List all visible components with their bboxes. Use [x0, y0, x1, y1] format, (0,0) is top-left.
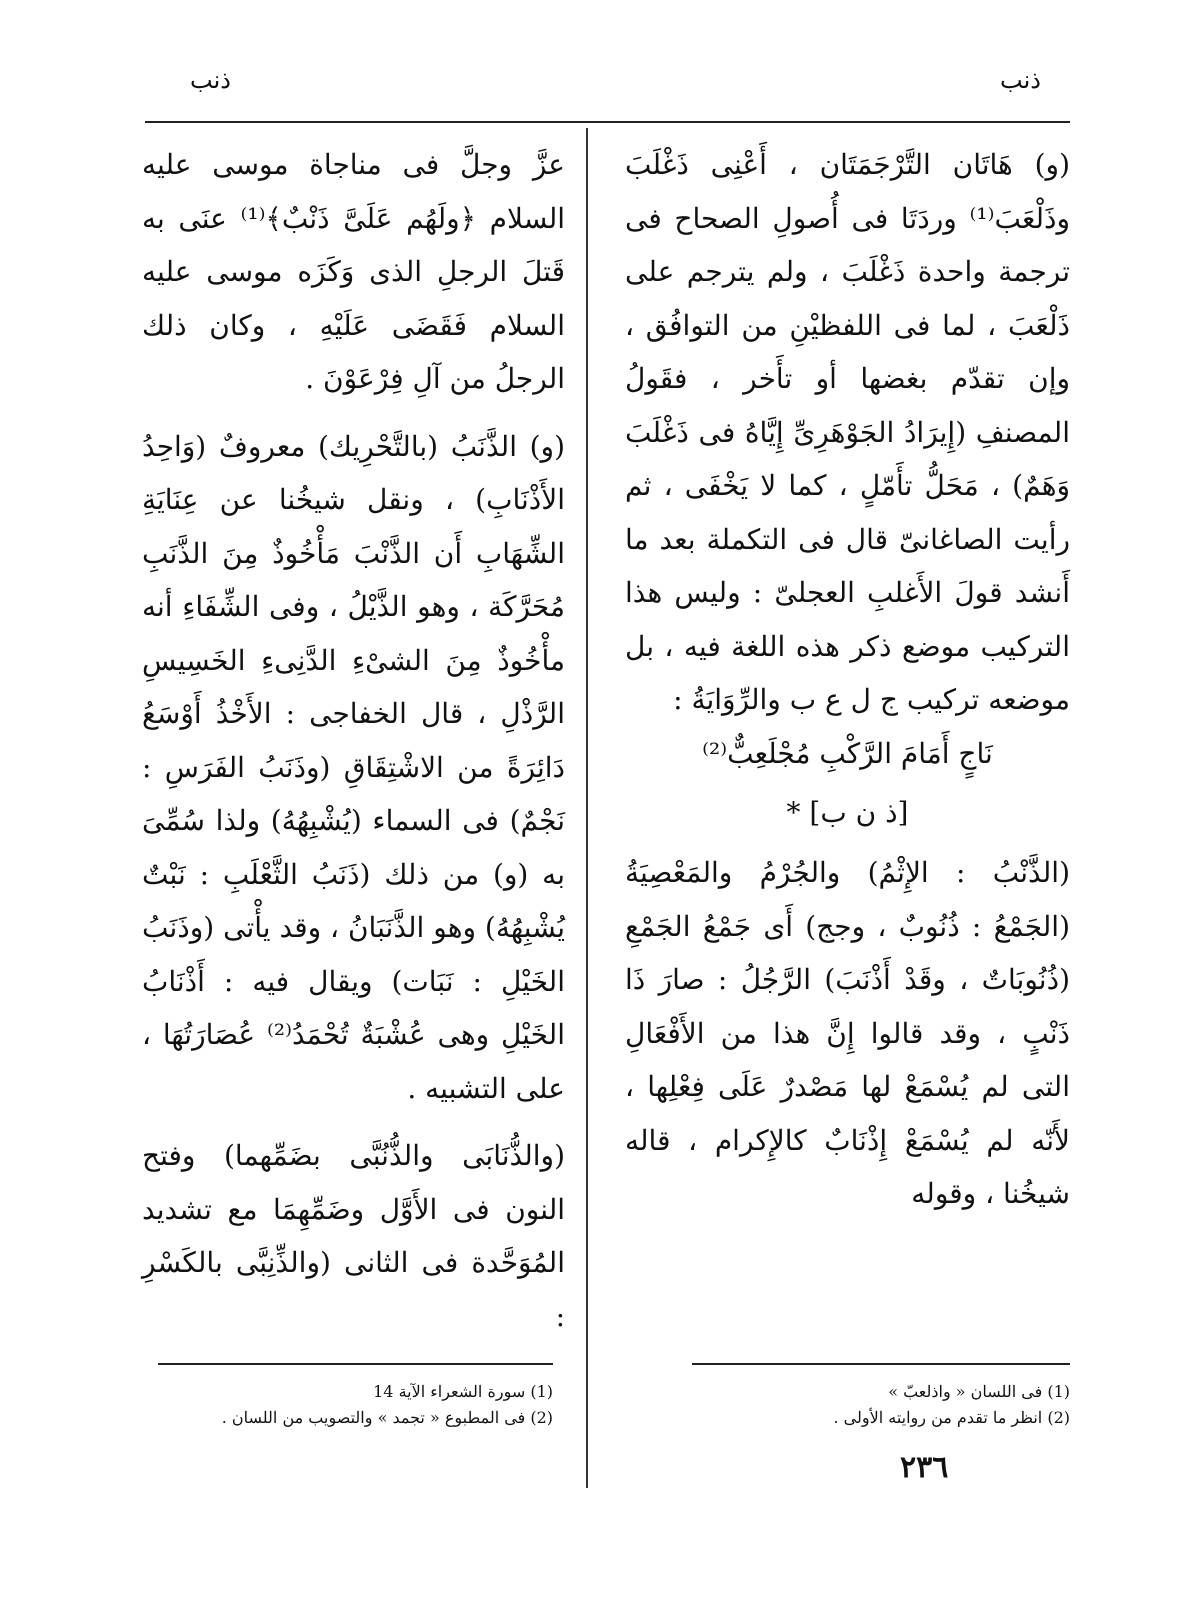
header-rule [145, 121, 1070, 123]
footnotes-left [148, 1363, 553, 1431]
footnote-rule [692, 1363, 1070, 1365]
left-para-1: عزَّ وجلَّ فى مناجاة موسى عليه السلام ﴿ولَهُم عَلَىَّ ذَنْبٌ﴾⁽¹⁾ عنَى به قَتلَ الرجلِ الذى وَكَزَه موسى عليه السلام فَقَضَى عَلَيْهِ ، وكان ذلك الرجلُ من آلِ فِرْعَوْنَ . [142, 148, 565, 395]
entry-heading: [ذ ن ب] * [786, 796, 909, 829]
running-head-right: ذنب [1000, 66, 1041, 94]
right-para-2: (الذَّنْبُ : الإِثْمُ) والجُرْمُ والمَعْصِيَةُ (الجَمْعُ : ذُنُوبٌ ، وجج) أَى جَمْعُ الجَمْعِ (ذُنُوبَاتٌ ، وقَدْ أَذْنَبَ) الرَّجُلُ : صارَ ذَا ذَنْبٍ ، وقد قالوا إِنَّ هذا من الأَفْعَالِ التى لم يُسْمَعْ لها مَصْدرٌ عَلَى فِعْلِها ، لأَنّه لم يُسْمَعْ إِذْنَابٌ كالإِكرام ، قاله شيخُنا ، وقوله [625, 856, 1070, 1210]
column-divider [586, 128, 588, 1488]
verse-line: نَاجٍ أَمَامَ الرَّكْبِ مُجْلَعِبٌّ⁽²⁾ [702, 736, 993, 770]
footnote-right-2: (2) انظر ما تقدم من روايته الأولى . [833, 1408, 1070, 1427]
page-number: ٢٣٦ [900, 1450, 949, 1485]
left-para-3: (والذُّنَابَى والذُّنُبَّى بضَمِّهما) وفتح النون فى الأَوَّل وضَمِّهِمَا مع تشديد المُوَحَّدة فى الثانى (والذِّنِبَّى بالكَسْرِ : [142, 1139, 565, 1333]
left-para-2: (و) الذَّنَبُ (بالتَّحْرِيك) معروفٌ (وَاحِدُ الأَذْنَابِ) ، ونقل شيخُنا عن عِنَايَةِ الشِّهَابِ أَن الذَّنْبَ مَأْخُوذٌ مِنَ الذَّنَبِ مُحَرَّكَة ، وهو الذَّيْلُ ، وفى الشِّفَاءِ أنه مأْخُوذٌ مِنَ الشىْءِ الدَّنِىءِ الخَسِيسِ الرَّذْلِ ، قال الخفاجى : الأَخْذُ أَوْسَعُ دَائِرَةً من الاشْتِقَاقِ (وذَنَبُ الفَرَسِ : نَجْمٌ) فى السماء (يُشْبِهُهُ) ولذا سُمِّىَ به (و) من ذلك (ذَنَبُ الثَّعْلَبِ : نَبْتٌ يُشْبِهُهُ) وهو الذَّنَبَانُ ، وقد يأْتى (وذَنَبُ الخَيْلِ : نَبَات) ويقال فيه : أَذْنَابُ الخَيْلِ وهى عُشْبَةٌ تُحْمَدُ⁽²⁾ عُصَارَتُهَا ، على التشبيه . [142, 429, 565, 1105]
running-head-left: ذنب [190, 66, 231, 94]
right-column [625, 138, 1070, 1221]
footnotes-right [650, 1363, 1070, 1431]
footnote-left-1: (1) سورة الشعراء الآية 14 [373, 1382, 553, 1401]
left-column [142, 138, 565, 1343]
footnote-left-2: (2) فى المطبوع « تجمد » والتصويب من اللسان . [221, 1408, 553, 1427]
footnote-rule [158, 1363, 553, 1365]
right-para-1: (و) هَاتَان التَّرْجَمَتَان ، أَعْنِى ذَغْلَبَ وذَلْعَبَ⁽¹⁾ وردَتَا فى أُصولِ الصحاح فى ترجمة واحدة ذَغْلَبَ ، ولم يترجم على ذَلْعَبَ ، لما فى اللفظيْنِ من التوافُق ، وإن تقدّم بغضها أو تأَخر ، فقَولُ المصنفِ (إِيرَادُ الجَوْهَرِىِّ إِيَّاهُ فى ذَغْلَبَ وَهَمٌ) ، مَحَلُّ تأَمّلٍ ، كما لا يَخْفَى ، ثم رأيت الصاغانىّ قال فى التكملة بعد ما أَنشد قولَ الأَغلبِ العجلىّ : وليس هذا التركيب موضع ذكر هذه اللغة فيه ، بل موضعه تركيب ج ل ع ب والرِّوَايَةُ : [625, 148, 1070, 716]
footnote-right-1: (1) فى اللسان « واذلعبّ » [888, 1382, 1070, 1401]
